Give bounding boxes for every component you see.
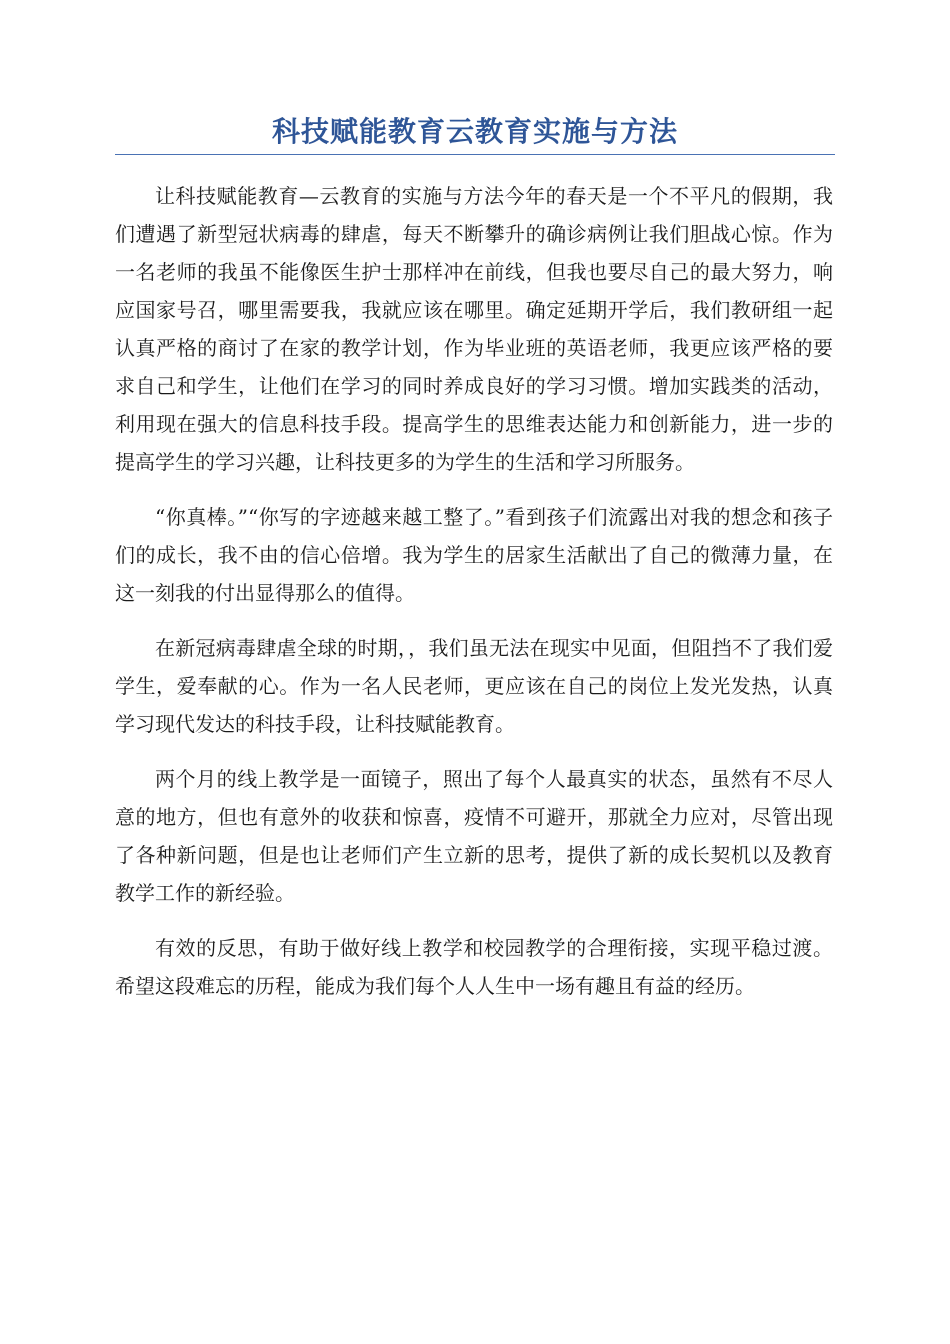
paragraph-4: 两个月的线上教学是一面镜子，照出了每个人最真实的状态，虽然有不尽人意的地方，但也有意外的收获和惊喜，疫情不可避开，那就全力应对，尽管出现了各种新问题，但是也让老师们产生立新的思考，提供了新的成长契机以及教育教学工作的新经验。 xyxy=(115,767,833,905)
document-body xyxy=(115,177,833,1022)
paragraph-5: 有效的反思，有助于做好线上教学和校园教学的合理衔接，实现平稳过渡。希望这段难忘的历程，能成为我们每个人人生中一场有趣且有益的经历。 xyxy=(115,936,833,998)
paragraph-3: 在新冠病毒肆虐全球的时期，，我们虽无法在现实中见面，但阻挡不了我们爱学生，爱奉献的心。作为一名人民老师，更应该在自己的岗位上发光发热，认真学习现代发达的科技手段，让科技赋能教育。 xyxy=(115,636,833,736)
paragraph-1: 让科技赋能教育—云教育的实施与方法今年的春天是一个不平凡的假期，我们遭遇了新型冠状病毒的肆虐，每天不断攀升的确诊病例让我们胆战心惊。作为一名老师的我虽不能像医生护士那样冲在前线，但我也要尽自己的最大努力，响应国家号召，哪里需要我，我就应该在哪里。确定延期开学后，我们教研组一起认真严格的商讨了在家的教学计划，作为毕业班的英语老师，我更应该严格的要求自己和学生，让他们在学习的同时养成良好的学习习惯。增加实践类的活动，利用现在强大的信息科技手段。提高学生的思维表达能力和创新能力，进一步的提高学生的学习兴趣，让科技更多的为学生的生活和学习所服务。 xyxy=(115,184,833,474)
title-underline xyxy=(115,154,835,155)
paragraph-2: “你真棒。”“你写的字迹越来越工整了。”看到孩子们流露出对我的想念和孩子们的成长，我不由的信心倍增。我为学生的居家生活献出了自己的微薄力量，在这一刻我的付出显得那么的值得。 xyxy=(115,505,833,605)
document-title: 科技赋能教育云教育实施与方法 xyxy=(271,115,678,148)
